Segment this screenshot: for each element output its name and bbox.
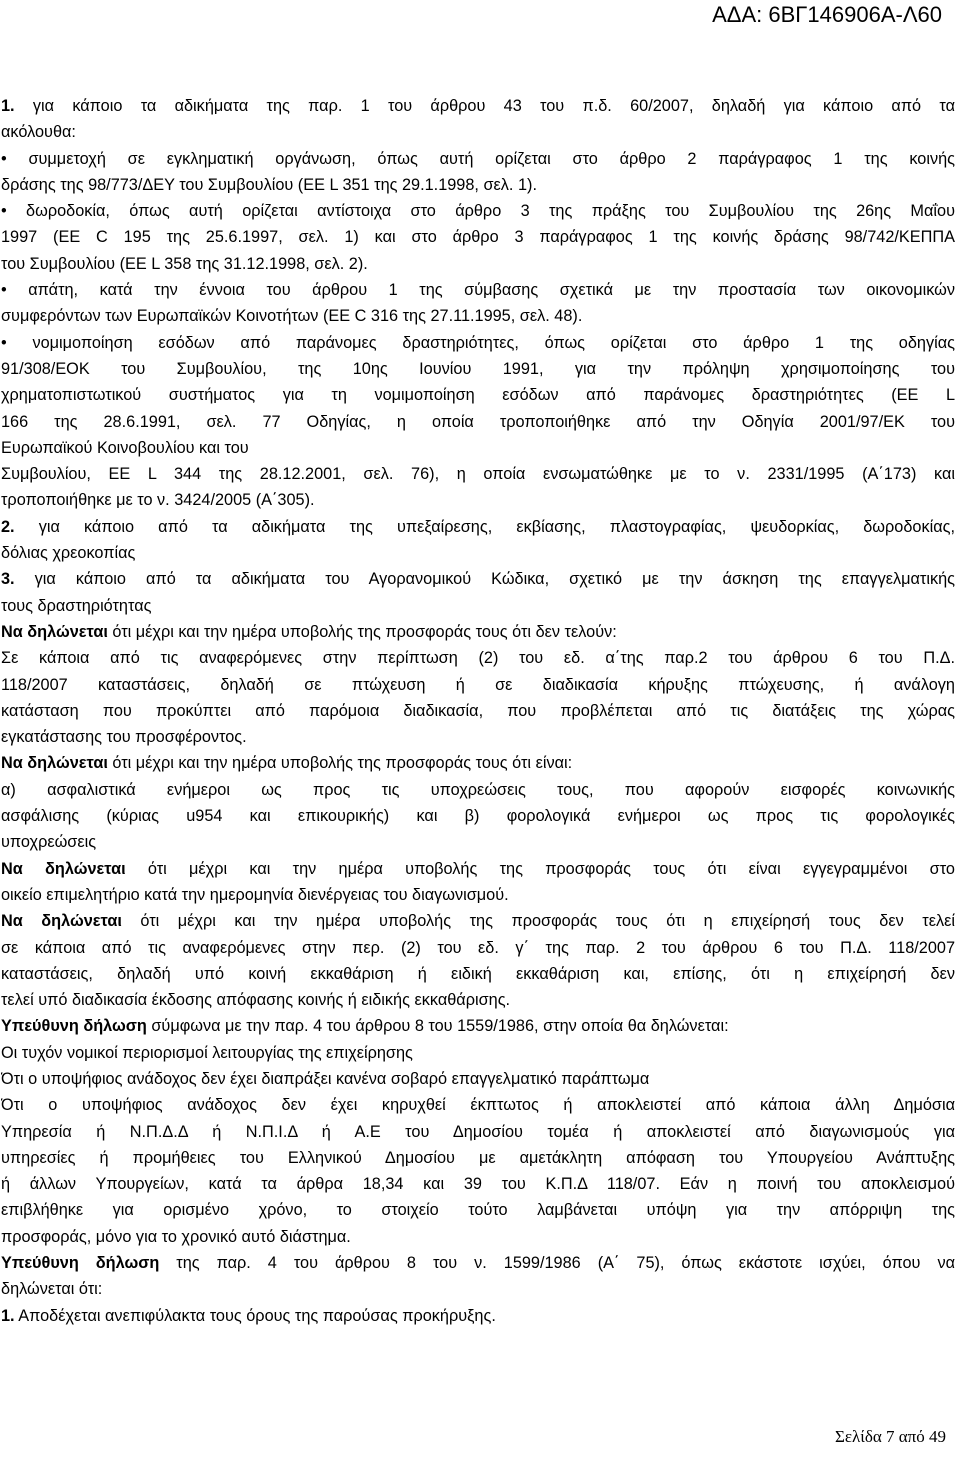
- text-line: [1, 882, 955, 908]
- text-line: [1, 566, 955, 592]
- text-segment: Σε κάποια από τις αναφερόμενες στην περίπτωση (2) του εδ. α΄της παρ.2 του άρθρου 6 του Π.Δ.: [1, 649, 955, 668]
- text-line: [1, 435, 955, 461]
- text-segment: 118/2007 καταστάσεις, δηλαδή σε πτώχευση ή σε διαδικασία κήρυξης πτώχευσης, ή ανάλογη: [1, 675, 955, 694]
- text-line: [1, 672, 955, 698]
- text-segment: 91/308/ΕΟΚ του Συμβουλίου, της 10ης Ιουνίου 1991, για την πρόληψη χρησιμοποίησης του: [1, 359, 955, 378]
- text-line: [1, 829, 955, 855]
- text-line: [1, 119, 955, 145]
- bold-text-segment: Να δηλώνεται: [1, 754, 108, 773]
- text-segment: εγκατάστασης του προσφέροντος.: [1, 728, 247, 747]
- text-line: [1, 856, 955, 882]
- text-segment: Ευρωπαϊκού Κοινοβουλίου και του: [1, 438, 249, 457]
- text-segment: 1997 (ΕΕ C 195 της 25.6.1997, σελ. 1) και στο άρθρο 3 παράγραφος 1 της κοινής δράσης 98/742/ΚΕΠΠΑ: [1, 228, 955, 247]
- text-line: [1, 750, 955, 776]
- text-line: [1, 908, 955, 934]
- text-segment: α) ασφαλιστικά ενήμεροι ως προς τις υποχρεώσεις τους, που αφορούν εισφορές κοινωνικής: [1, 780, 955, 799]
- text-line: [1, 593, 955, 619]
- text-segment: ότι μέχρι και την ημέρα υποβολής της προσφοράς τους ότι είναι:: [107, 754, 573, 773]
- text-line: [1, 698, 955, 724]
- text-line: [1, 251, 955, 277]
- bold-text-segment: Να δηλώνεται: [1, 912, 122, 931]
- text-segment: δηλώνεται ότι:: [1, 1280, 103, 1299]
- text-line: [1, 1171, 955, 1197]
- text-segment: Συμβουλίου, ΕΕ L 344 της 28.12.2001, σελ. 76), η οποία ενσωματώθηκε με το ν. 2331/1995 (Α΄173) και: [1, 465, 955, 484]
- text-line: [1, 777, 955, 803]
- text-segment: δράσης της 98/773/ΔΕΥ του Συμβουλίου (ΕΕ L 351 της 29.1.1998, σελ. 1).: [1, 175, 537, 194]
- bold-text-segment: 2.: [1, 517, 15, 536]
- text-segment: 166 της 28.6.1991, σελ. 77 Οδηγίας, η οποία τροποποιήθηκε από την Οδηγία 2001/97/ΕΚ του: [1, 412, 955, 431]
- text-line: [1, 461, 955, 487]
- text-line: [1, 277, 955, 303]
- text-line: [1, 1040, 955, 1066]
- text-segment: χρηματοπιστωτικού συστήματος για τη νομιμοποίηση εσόδων από παράνομες δραστηριότητες (ΕΕ L: [1, 386, 955, 405]
- text-segment: υπηρεσίες ή προμήθειες του Ελληνικού Δημοσίου με αμετάκλητη απόφαση του Υπουργείου Ανάπτυξης: [1, 1148, 955, 1167]
- text-segment: κατάσταση που προκύπτει από παρόμοια διαδικασία, που προβλέπεται από τις διατάξεις της χώρας: [1, 701, 955, 720]
- text-segment: οικείο επιμελητήριο κατά την ημερομηνία διενέργειας του διαγωνισμού.: [1, 885, 509, 904]
- text-line: [1, 330, 955, 356]
- text-segment: Αποδέχεται ανεπιφύλακτα τους όρους της παρούσας προκήρυξης.: [14, 1306, 496, 1325]
- page-number: Σελίδα 7 από 49: [834, 1427, 946, 1446]
- text-segment: για κάποιο τα αδικήματα της παρ. 1 του άρθρου 43 του π.δ. 60/2007, δηλαδή για κάποιο από τα: [14, 97, 955, 115]
- text-segment: της παρ. 4 του άρθρου 8 του ν. 1599/1986 (Α΄ 75), όπως εκάστοτε ισχύει, όπου να: [159, 1254, 955, 1273]
- text-line: [1, 356, 955, 382]
- text-line: [1, 1303, 955, 1329]
- text-segment: Ότι ο υποψήφιος ανάδοχος δεν έχει διαπράξει κανένα σοβαρό επαγγελματικό παράπτωμα: [1, 1069, 650, 1088]
- text-line: [1, 146, 955, 172]
- text-segment: Οι τυχόν νομικοί περιορισμοί λειτουργίας της επιχείρησης: [1, 1043, 413, 1062]
- text-line: [1, 1197, 955, 1223]
- text-segment: ότι μέχρι και την ημέρα υποβολής της προσφοράς τους ότι δεν τελούν:: [107, 622, 617, 641]
- text-line: [1, 1250, 955, 1276]
- bold-text-segment: Να δηλώνεται: [1, 622, 108, 641]
- text-line: [1, 409, 955, 435]
- bold-text-segment: 1.: [1, 1306, 15, 1325]
- text-segment: τροποποιήθηκε με το ν. 3424/2005 (Α΄305).: [1, 491, 315, 510]
- text-segment: ότι μέχρι και την ημέρα υποβολής της προσφοράς τους ότι η επιχείρησή τους δεν τελεί: [121, 912, 955, 931]
- text-line: [1, 1092, 955, 1118]
- bold-text-segment: 3.: [1, 570, 15, 589]
- text-line: [1, 540, 955, 566]
- text-segment: προσφοράς, μόνο για το χρονικό αυτό διάστημα.: [1, 1227, 351, 1246]
- text-segment: τους δραστηριότητας: [1, 596, 152, 615]
- text-line: [1, 1145, 955, 1171]
- text-segment: • συμμετοχή σε εγκληματική οργάνωση, όπως αυτή ορίζεται στο άρθρο 2 παράγραφος 1 της κοινής: [1, 149, 955, 168]
- text-segment: σε κάποια από τις αναφερόμενες στην περ. (2) του εδ. γ΄ της παρ. 2 του άρθρου 6 του Π.Δ. 118/2007: [1, 938, 955, 957]
- text-segment: Υπηρεσία ή Ν.Π.Δ.Δ ή Ν.Π.Ι.Δ ή Α.Ε του Δημοσίου τομέα ή αποκλειστεί από διαγωνισμούς για: [1, 1122, 955, 1141]
- bold-text-segment: Να δηλώνεται: [1, 859, 126, 878]
- text-segment: ή άλλων Υπουργείων, κατά τα άρθρα 18,34 και 39 του Κ.Π.Δ 118/07. Εάν η ποινή του αποκλεισμού: [1, 1175, 955, 1194]
- text-line: [1, 382, 955, 408]
- text-line: [1, 1276, 955, 1302]
- text-segment: τελεί υπό διαδικασία έκδοσης απόφασης κοινής ή ειδικής εκκαθάρισης.: [1, 991, 511, 1010]
- ada-code: ΑΔΑ: 6ΒΓ146906Α-Λ60: [712, 2, 942, 27]
- text-line: [1, 961, 955, 987]
- text-line: [1, 224, 955, 250]
- bold-text-segment: Υπεύθυνη δήλωση: [1, 1254, 160, 1273]
- text-segment: • νομιμοποίηση εσόδων από παράνομες δραστηριότητες, όπως ορίζεται στο άρθρο 1 της οδηγίας: [1, 333, 955, 352]
- text-segment: του Συμβουλίου (ΕΕ L 358 της 31.12.1998, σελ. 2).: [1, 254, 368, 273]
- text-segment: ότι μέχρι και την ημέρα υποβολής της προσφοράς τους ότι είναι εγγεγραμμένοι στο: [125, 859, 955, 878]
- text-segment: Ότι ο υποψήφιος ανάδοχος δεν έχει κηρυχθεί έκπτωτος ή αποκλειστεί από κάποια άλλη Δημόσια: [1, 1096, 955, 1115]
- text-line: [1, 303, 955, 329]
- text-line: [1, 172, 955, 198]
- document-body: [1, 93, 955, 1329]
- text-line: [1, 803, 955, 829]
- text-line: [1, 987, 955, 1013]
- bold-text-segment: Υπεύθυνη δήλωση: [1, 1017, 147, 1036]
- text-line: [1, 1066, 955, 1092]
- text-line: [1, 93, 955, 119]
- text-segment: • απάτη, κατά την έννοια του άρθρου 1 της σύμβασης σχετικά με την προστασία των οικονομικών: [1, 281, 955, 300]
- text-line: [1, 1013, 955, 1039]
- text-line: [1, 487, 955, 513]
- text-line: [1, 935, 955, 961]
- text-segment: δόλιας χρεοκοπίας: [1, 544, 136, 563]
- text-line: [1, 645, 955, 671]
- text-line: [1, 1119, 955, 1145]
- text-segment: • δωροδοκία, όπως αυτή ορίζεται αντίστοιχα στο άρθρο 3 της πράξης του Συμβουλίου της 26ης Μαΐου: [1, 202, 955, 221]
- bold-text-segment: 1.: [1, 97, 15, 115]
- text-segment: ακόλουθα:: [1, 123, 76, 142]
- text-line: [1, 724, 955, 750]
- text-line: [1, 619, 955, 645]
- text-line: [1, 198, 955, 224]
- text-segment: συμφερόντων των Ευρωπαϊκών Κοινοτήτων (ΕΕ C 316 της 27.11.1995, σελ. 48).: [1, 307, 583, 326]
- text-segment: για κάποιο από τα αδικήματα του Αγορανομικού Κώδικα, σχετικό με την άσκηση της επαγγελματικής: [14, 570, 955, 589]
- text-segment: για κάποιο από τα αδικήματα της υπεξαίρεσης, εκβίασης, πλαστογραφίας, ψευδορκίας, δωροδοκίας,: [14, 517, 955, 536]
- text-segment: καταστάσεις, δηλαδή υπό κοινή εκκαθάριση ή ειδική εκκαθάριση και, επίσης, ότι η επιχείρησή δεν: [1, 964, 955, 983]
- text-line: [1, 1224, 955, 1250]
- text-segment: επιβλήθηκε για ορισμένο χρόνο, το στοιχείο τούτο λαμβάνεται υπόψη για την απόρριψη της: [1, 1201, 955, 1220]
- text-segment: ασφάλισης (κύριας u954 και επικουρικής) και β) φορολογικά ενήμεροι ως προς τις φορολογικές: [1, 807, 955, 826]
- text-segment: υποχρεώσεις: [1, 833, 97, 852]
- text-line: [1, 514, 955, 540]
- text-segment: σύμφωνα με την παρ. 4 του άρθρου 8 του 1559/1986, στην οποία θα δηλώνεται:: [146, 1017, 729, 1036]
